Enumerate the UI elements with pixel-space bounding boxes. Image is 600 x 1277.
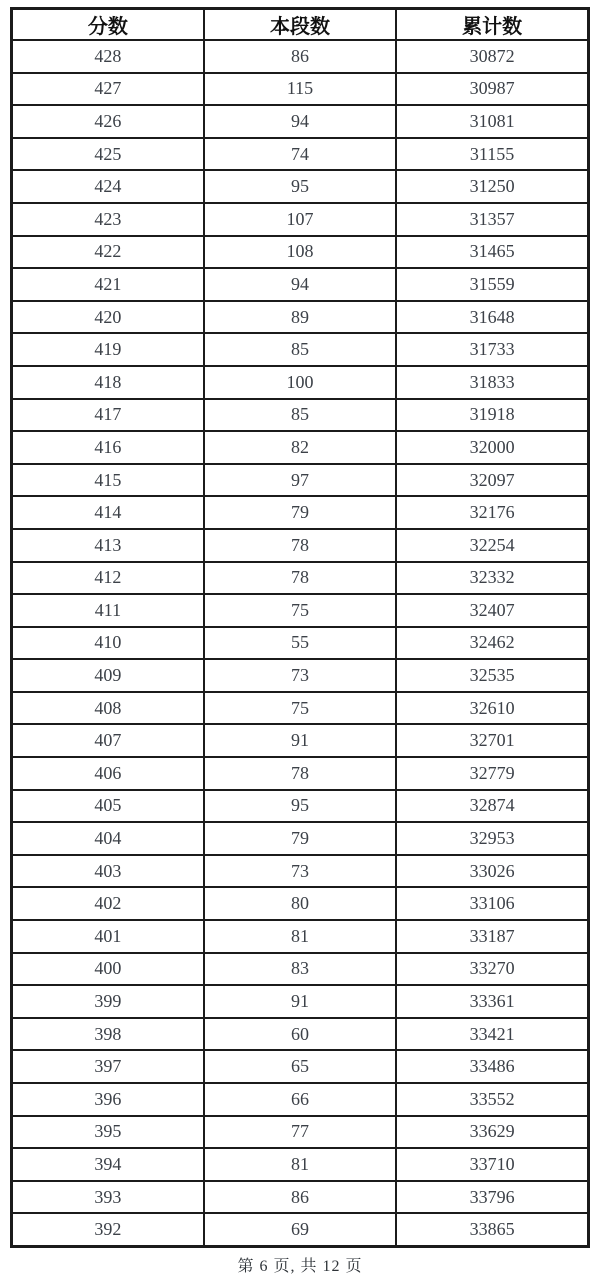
cumulative-count-cell: 31081	[396, 105, 588, 138]
segment-count-cell: 78	[204, 529, 396, 562]
segment-count-cell: 83	[204, 953, 396, 986]
cumulative-count-cell: 32097	[396, 464, 588, 497]
table-row	[12, 105, 589, 138]
score-distribution-table	[10, 7, 590, 1248]
cumulative-count-cell: 32874	[396, 790, 588, 823]
cumulative-count-cell: 31733	[396, 333, 588, 366]
score-cell: 426	[12, 105, 204, 138]
cumulative-count-cell: 32701	[396, 724, 588, 757]
segment-count-cell: 94	[204, 268, 396, 301]
table-body	[12, 40, 589, 1246]
score-cell: 420	[12, 301, 204, 334]
cumulative-count-cell: 33552	[396, 1083, 588, 1116]
score-cell: 405	[12, 790, 204, 823]
table-row	[12, 659, 589, 692]
segment-count-cell: 80	[204, 887, 396, 920]
score-cell: 425	[12, 138, 204, 171]
score-cell: 393	[12, 1181, 204, 1214]
cumulative-count-cell: 32407	[396, 594, 588, 627]
score-cell: 416	[12, 431, 204, 464]
table-row	[12, 1116, 589, 1149]
segment-count-cell: 85	[204, 399, 396, 432]
table-row	[12, 1018, 589, 1051]
cumulative-count-cell: 33106	[396, 887, 588, 920]
score-cell: 395	[12, 1116, 204, 1149]
cumulative-count-cell: 33270	[396, 953, 588, 986]
segment-count-cell: 95	[204, 170, 396, 203]
column-header-cumulative-count: 累计数	[396, 9, 588, 41]
score-cell: 422	[12, 236, 204, 269]
cumulative-count-cell: 31357	[396, 203, 588, 236]
table-row	[12, 822, 589, 855]
table-row	[12, 692, 589, 725]
score-cell: 403	[12, 855, 204, 888]
table-row	[12, 1083, 589, 1116]
segment-count-cell: 79	[204, 496, 396, 529]
cumulative-count-cell: 31918	[396, 399, 588, 432]
table-row	[12, 920, 589, 953]
segment-count-cell: 73	[204, 659, 396, 692]
table-row	[12, 887, 589, 920]
segment-count-cell: 81	[204, 920, 396, 953]
table-row	[12, 170, 589, 203]
segment-count-cell: 100	[204, 366, 396, 399]
cumulative-count-cell: 33710	[396, 1148, 588, 1181]
table-row	[12, 301, 589, 334]
cumulative-count-cell: 31833	[396, 366, 588, 399]
cumulative-count-cell: 32535	[396, 659, 588, 692]
score-cell: 421	[12, 268, 204, 301]
table-row	[12, 594, 589, 627]
cumulative-count-cell: 33026	[396, 855, 588, 888]
score-cell: 427	[12, 73, 204, 106]
score-cell: 401	[12, 920, 204, 953]
score-cell: 399	[12, 985, 204, 1018]
table-row	[12, 366, 589, 399]
score-cell: 414	[12, 496, 204, 529]
table-row	[12, 399, 589, 432]
segment-count-cell: 73	[204, 855, 396, 888]
score-cell: 411	[12, 594, 204, 627]
cumulative-count-cell: 31465	[396, 236, 588, 269]
table-row	[12, 464, 589, 497]
segment-count-cell: 78	[204, 562, 396, 595]
cumulative-count-cell: 33486	[396, 1050, 588, 1083]
score-cell: 396	[12, 1083, 204, 1116]
score-cell: 392	[12, 1213, 204, 1246]
table-row	[12, 627, 589, 660]
column-header-score: 分数	[12, 9, 204, 41]
score-cell: 415	[12, 464, 204, 497]
segment-count-cell: 75	[204, 692, 396, 725]
score-cell: 410	[12, 627, 204, 660]
cumulative-count-cell: 32000	[396, 431, 588, 464]
table-row	[12, 73, 589, 106]
score-cell: 408	[12, 692, 204, 725]
segment-count-cell: 74	[204, 138, 396, 171]
cumulative-count-cell: 33187	[396, 920, 588, 953]
table-row	[12, 236, 589, 269]
score-cell: 424	[12, 170, 204, 203]
cumulative-count-cell: 30872	[396, 40, 588, 73]
score-cell: 413	[12, 529, 204, 562]
segment-count-cell: 89	[204, 301, 396, 334]
segment-count-cell: 65	[204, 1050, 396, 1083]
segment-count-cell: 81	[204, 1148, 396, 1181]
score-cell: 417	[12, 399, 204, 432]
table-row	[12, 724, 589, 757]
cumulative-count-cell: 33796	[396, 1181, 588, 1214]
cumulative-count-cell: 33361	[396, 985, 588, 1018]
table-row	[12, 333, 589, 366]
cumulative-count-cell: 31155	[396, 138, 588, 171]
cumulative-count-cell: 32953	[396, 822, 588, 855]
segment-count-cell: 85	[204, 333, 396, 366]
cumulative-count-cell: 31648	[396, 301, 588, 334]
cumulative-count-cell: 31250	[396, 170, 588, 203]
table-row	[12, 1050, 589, 1083]
segment-count-cell: 75	[204, 594, 396, 627]
cumulative-count-cell: 33629	[396, 1116, 588, 1149]
cumulative-count-cell: 32779	[396, 757, 588, 790]
segment-count-cell: 69	[204, 1213, 396, 1246]
table-row	[12, 203, 589, 236]
segment-count-cell: 66	[204, 1083, 396, 1116]
table-row	[12, 1213, 589, 1246]
score-cell: 418	[12, 366, 204, 399]
page-number-footer: 第 6 页, 共 12 页	[237, 1257, 363, 1275]
segment-count-cell: 82	[204, 431, 396, 464]
cumulative-count-cell: 30987	[396, 73, 588, 106]
segment-count-cell: 115	[204, 73, 396, 106]
cumulative-count-cell: 33421	[396, 1018, 588, 1051]
segment-count-cell: 86	[204, 1181, 396, 1214]
score-cell: 409	[12, 659, 204, 692]
cumulative-count-cell: 32462	[396, 627, 588, 660]
segment-count-cell: 108	[204, 236, 396, 269]
table-row	[12, 757, 589, 790]
cumulative-count-cell: 31559	[396, 268, 588, 301]
score-cell: 423	[12, 203, 204, 236]
table-row	[12, 855, 589, 888]
table-row	[12, 1181, 589, 1214]
table-row	[12, 1148, 589, 1181]
table-row	[12, 138, 589, 171]
segment-count-cell: 97	[204, 464, 396, 497]
segment-count-cell: 86	[204, 40, 396, 73]
score-cell: 400	[12, 953, 204, 986]
score-cell: 412	[12, 562, 204, 595]
cumulative-count-cell: 32332	[396, 562, 588, 595]
table-row	[12, 40, 589, 73]
table-row	[12, 431, 589, 464]
segment-count-cell: 91	[204, 724, 396, 757]
segment-count-cell: 77	[204, 1116, 396, 1149]
table-header	[12, 9, 589, 41]
cumulative-count-cell: 32254	[396, 529, 588, 562]
column-header-segment-count: 本段数	[204, 9, 396, 41]
segment-count-cell: 91	[204, 985, 396, 1018]
score-cell: 394	[12, 1148, 204, 1181]
score-cell: 397	[12, 1050, 204, 1083]
segment-count-cell: 55	[204, 627, 396, 660]
segment-count-cell: 78	[204, 757, 396, 790]
score-cell: 419	[12, 333, 204, 366]
score-cell: 404	[12, 822, 204, 855]
table-row	[12, 790, 589, 823]
table-row	[12, 268, 589, 301]
score-cell: 402	[12, 887, 204, 920]
score-cell: 398	[12, 1018, 204, 1051]
cumulative-count-cell: 33865	[396, 1213, 588, 1246]
cumulative-count-cell: 32176	[396, 496, 588, 529]
segment-count-cell: 107	[204, 203, 396, 236]
score-cell: 428	[12, 40, 204, 73]
score-cell: 407	[12, 724, 204, 757]
table-row	[12, 953, 589, 986]
table-row	[12, 985, 589, 1018]
score-cell: 406	[12, 757, 204, 790]
table-row	[12, 496, 589, 529]
segment-count-cell: 79	[204, 822, 396, 855]
segment-count-cell: 94	[204, 105, 396, 138]
header-row	[12, 9, 589, 41]
segment-count-cell: 95	[204, 790, 396, 823]
cumulative-count-cell: 32610	[396, 692, 588, 725]
segment-count-cell: 60	[204, 1018, 396, 1051]
table-row	[12, 562, 589, 595]
table-row	[12, 529, 589, 562]
